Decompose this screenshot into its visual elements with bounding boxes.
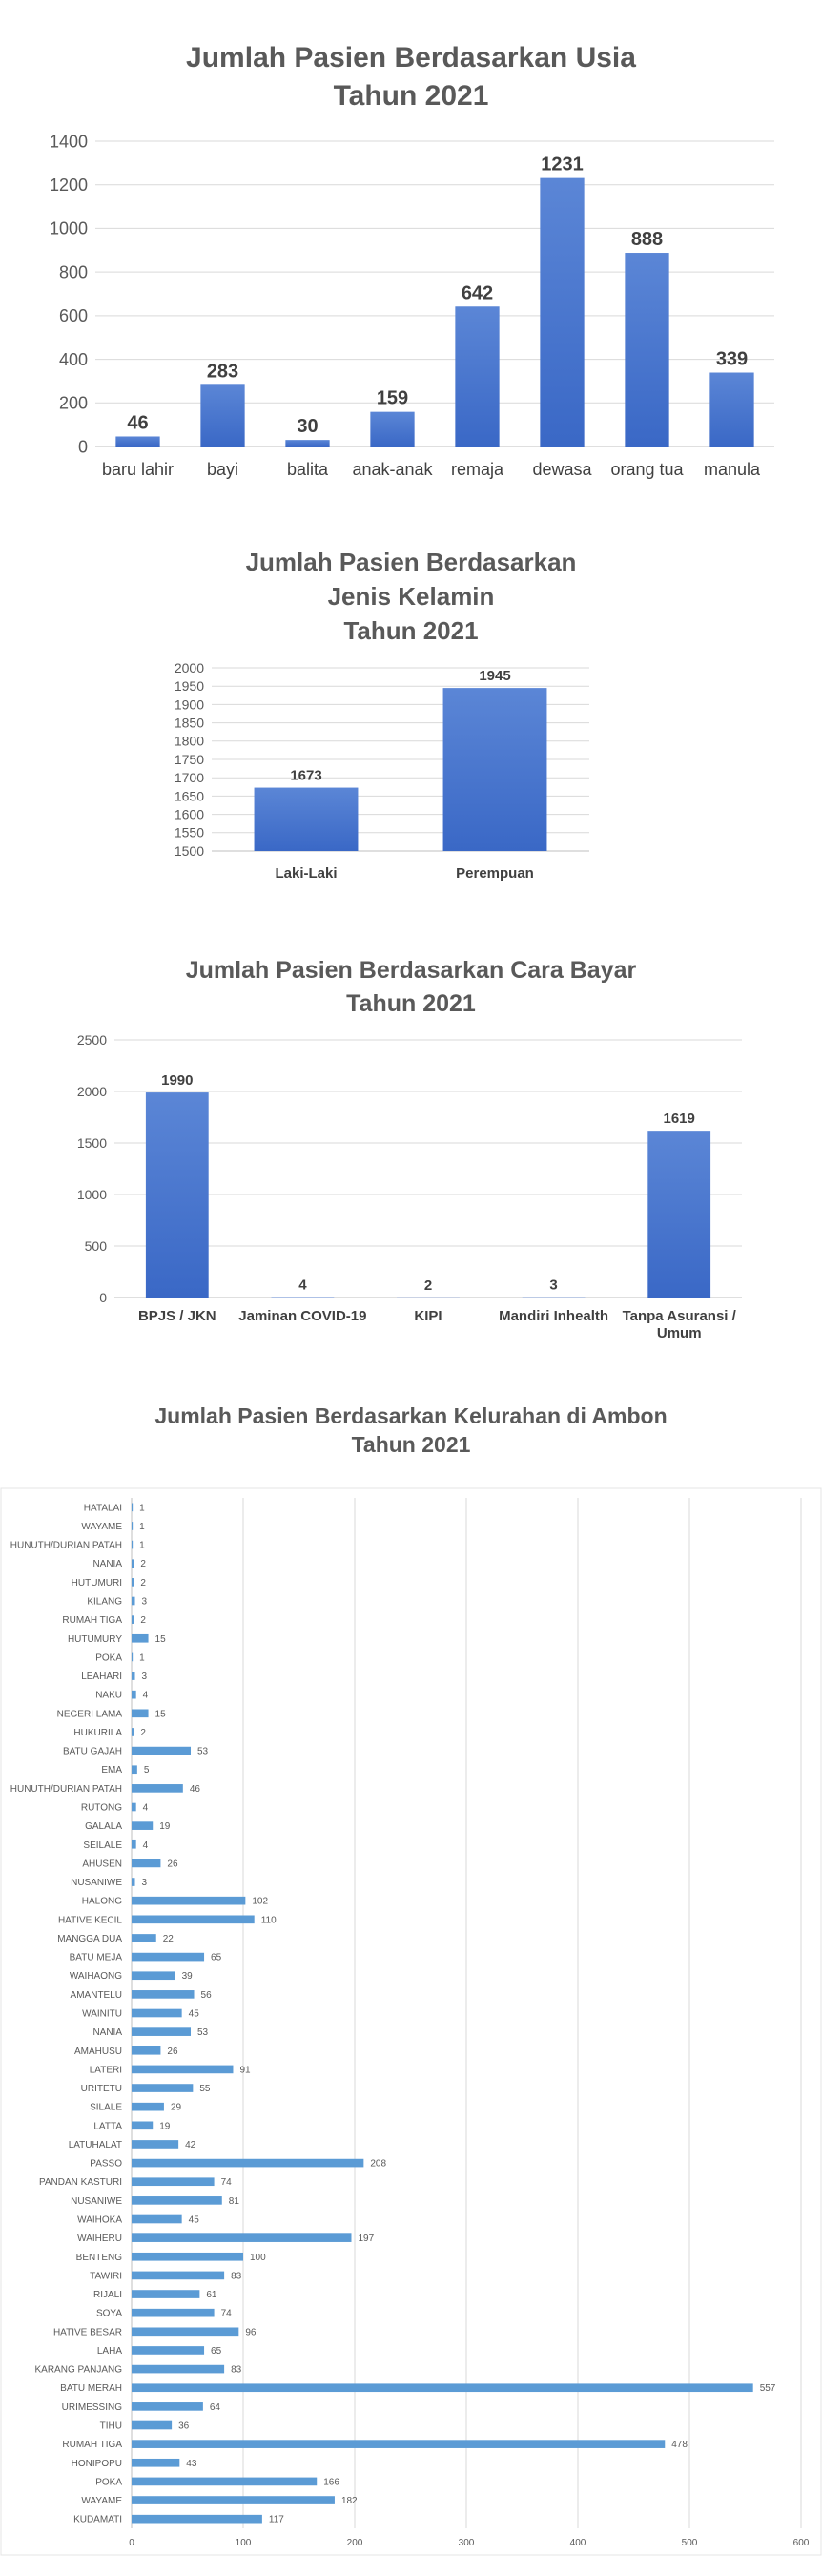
x-tick-label: baru lahir bbox=[101, 460, 175, 479]
data-label: 1619 bbox=[663, 1111, 695, 1128]
data-label: 22 bbox=[162, 1933, 174, 1944]
data-label: 159 bbox=[376, 387, 409, 409]
y-tick-label: NANIA bbox=[92, 1559, 122, 1570]
data-label: 4 bbox=[142, 1839, 149, 1851]
x-tick-label: KIPI bbox=[414, 1308, 442, 1324]
bar-nusaniwe bbox=[132, 2196, 222, 2205]
bar-nusaniwe bbox=[132, 1878, 135, 1886]
y-tick-label: LEAHARI bbox=[81, 1672, 122, 1683]
data-label: 55 bbox=[199, 2084, 211, 2095]
y-tick-label: HONIPOPU bbox=[71, 2458, 122, 2469]
y-tick-label: 1750 bbox=[174, 751, 204, 767]
x-tick-label: 0 bbox=[129, 2538, 134, 2548]
x-tick-label: 200 bbox=[346, 2538, 363, 2548]
data-label: 39 bbox=[181, 1971, 193, 1983]
y-tick-label: 200 bbox=[58, 393, 88, 413]
bar-rijali bbox=[132, 2290, 199, 2298]
data-label: 4 bbox=[298, 1277, 307, 1294]
x-tick-label: BPJS / JKN bbox=[137, 1308, 216, 1324]
bar-benteng bbox=[132, 2253, 243, 2261]
y-tick-label: WAIHOKA bbox=[77, 2214, 122, 2226]
x-tick-label: anak-anak bbox=[352, 460, 433, 479]
bar-waiheru bbox=[132, 2233, 351, 2242]
y-tick-label: LATTA bbox=[93, 2121, 122, 2132]
bar-wainitu bbox=[132, 2009, 182, 2018]
x-tick-label: Jaminan COVID-19 bbox=[238, 1308, 367, 1324]
bar-lateri bbox=[132, 2066, 233, 2074]
data-label: 45 bbox=[188, 2008, 199, 2020]
chart-kelurahan-svg bbox=[0, 1393, 822, 2557]
data-label: 102 bbox=[252, 1896, 269, 1907]
x-tick-label: Mandiri Inhealth bbox=[499, 1308, 609, 1324]
bar-hunuth-durian-patah bbox=[132, 1541, 133, 1549]
data-label: 1 bbox=[139, 1503, 145, 1514]
y-tick-label: RUTONG bbox=[80, 1802, 122, 1814]
data-label: 26 bbox=[167, 1859, 178, 1870]
bar-rutong bbox=[132, 1803, 136, 1812]
x-tick-label: Tanpa Asuransi / bbox=[622, 1308, 736, 1324]
y-tick-label: 1550 bbox=[174, 824, 204, 841]
data-label: 43 bbox=[186, 2458, 197, 2469]
chart-kelurahan bbox=[0, 1393, 822, 2557]
bar-amantelu bbox=[132, 1990, 195, 1999]
data-label: 29 bbox=[170, 2102, 182, 2113]
y-tick-label: LATERI bbox=[89, 2065, 122, 2076]
x-tick-label: orang tua bbox=[610, 460, 684, 479]
bar-wayame bbox=[132, 1522, 133, 1530]
x-tick-label: Umum bbox=[656, 1325, 702, 1341]
bar-wayame bbox=[132, 2496, 335, 2504]
y-tick-label: 1600 bbox=[174, 806, 204, 822]
bar-mangga-dua bbox=[132, 1934, 156, 1942]
bar-silale bbox=[132, 2103, 164, 2111]
data-label: 30 bbox=[297, 416, 319, 438]
data-label: 2 bbox=[140, 1615, 146, 1627]
bar-balita bbox=[285, 440, 329, 447]
data-label: 91 bbox=[239, 2065, 251, 2076]
y-tick-label: 1950 bbox=[174, 678, 204, 695]
bar-kilang bbox=[132, 1597, 135, 1606]
data-label: 1 bbox=[139, 1521, 145, 1532]
x-tick-label: 100 bbox=[235, 2538, 252, 2548]
data-label: 208 bbox=[370, 2158, 387, 2170]
y-tick-label: HUTUMURY bbox=[67, 1633, 122, 1645]
chart-jenis-kelamin bbox=[0, 534, 822, 916]
bar-batu-gajah bbox=[132, 1747, 191, 1755]
x-tick-label: Perempuan bbox=[456, 865, 534, 882]
data-label: 81 bbox=[228, 2195, 239, 2207]
chart-title-line: Tahun 2021 bbox=[333, 80, 489, 112]
data-label: 15 bbox=[154, 1709, 166, 1720]
data-label: 478 bbox=[671, 2440, 688, 2451]
data-label: 4 bbox=[142, 1802, 149, 1814]
y-tick-label: GALALA bbox=[85, 1821, 122, 1833]
data-label: 2 bbox=[140, 1559, 146, 1570]
y-tick-label: PANDAN KASTURI bbox=[38, 2177, 122, 2189]
x-tick-label: remaja bbox=[450, 460, 504, 479]
y-tick-label: 1800 bbox=[174, 733, 204, 749]
bar-rumah-tiga bbox=[132, 1615, 134, 1624]
y-tick-label: NEGERI LAMA bbox=[56, 1709, 122, 1720]
x-tick-label: bayi bbox=[206, 460, 239, 479]
y-tick-label: NANIA bbox=[92, 2027, 122, 2039]
bar-batu-meja bbox=[132, 1953, 204, 1962]
bar-hative-kecil bbox=[132, 1915, 255, 1923]
data-label: 15 bbox=[154, 1633, 166, 1645]
y-tick-label: POKA bbox=[95, 1652, 122, 1664]
y-tick-label: LAHA bbox=[96, 2345, 122, 2357]
bar-galala bbox=[132, 1821, 153, 1830]
bar-pandan-kasturi bbox=[132, 2177, 215, 2186]
bar-hunuth-durian-patah bbox=[132, 1784, 183, 1793]
data-label: 557 bbox=[759, 2383, 776, 2395]
x-tick-label: 300 bbox=[458, 2538, 475, 2548]
y-tick-label: 2000 bbox=[174, 659, 204, 675]
data-label: 3 bbox=[549, 1277, 558, 1294]
chart-title-line: Tahun 2021 bbox=[351, 1432, 471, 1457]
bar-seilale bbox=[132, 1840, 136, 1849]
chart-usia-svg bbox=[0, 19, 822, 515]
y-tick-label: KARANG PANJANG bbox=[34, 2364, 122, 2376]
data-label: 19 bbox=[159, 1821, 171, 1833]
chart-title-line: Tahun 2021 bbox=[343, 616, 479, 645]
data-label: 2 bbox=[140, 1727, 146, 1738]
y-tick-label: 0 bbox=[77, 437, 88, 457]
bar-kudamati bbox=[132, 2515, 262, 2524]
chart-title-line: Jumlah Pasien Berdasarkan bbox=[245, 548, 577, 576]
data-label: 96 bbox=[245, 2327, 257, 2338]
chart-cara-bayar bbox=[0, 945, 822, 1374]
bar-hutumury bbox=[132, 1634, 149, 1643]
bar-naku bbox=[132, 1691, 136, 1699]
bar-uritetu bbox=[132, 2084, 193, 2092]
bar-bpjs-jkn bbox=[146, 1092, 209, 1298]
x-tick-label: dewasa bbox=[532, 460, 592, 479]
bar-tanpa-asuransi-umum bbox=[647, 1131, 710, 1298]
bar-orang-tua bbox=[625, 253, 668, 447]
data-label: 3 bbox=[141, 1596, 148, 1608]
data-label: 53 bbox=[197, 1746, 209, 1757]
data-label: 65 bbox=[211, 2345, 222, 2357]
y-tick-label: BATU MERAH bbox=[60, 2383, 122, 2395]
y-tick-label: AHUSEN bbox=[82, 1859, 122, 1870]
x-tick-label: 500 bbox=[681, 2538, 698, 2548]
y-tick-label: LATUHALAT bbox=[68, 2139, 122, 2150]
y-tick-label: RIJALI bbox=[92, 2290, 122, 2301]
data-label: 2 bbox=[140, 1577, 146, 1589]
bar-honipopu bbox=[132, 2459, 179, 2467]
bar-poka bbox=[132, 2478, 317, 2486]
data-label: 19 bbox=[159, 2121, 171, 2132]
y-tick-label: BATU GAJAH bbox=[62, 1746, 122, 1757]
y-tick-label: EMA bbox=[101, 1765, 122, 1776]
data-label: 83 bbox=[231, 2364, 242, 2376]
data-label: 100 bbox=[250, 2252, 266, 2263]
y-tick-label: 1850 bbox=[174, 715, 204, 731]
bar-laki-laki bbox=[255, 788, 359, 851]
y-tick-label: POKA bbox=[95, 2477, 122, 2488]
bar-waihoka bbox=[132, 2215, 182, 2224]
data-label: 110 bbox=[260, 1915, 277, 1926]
data-label: 5 bbox=[143, 1765, 150, 1776]
data-label: 3 bbox=[141, 1672, 148, 1683]
y-tick-label: NUSANIWE bbox=[71, 2195, 122, 2207]
bar-perempuan bbox=[443, 688, 547, 851]
y-tick-label: 1000 bbox=[49, 218, 88, 239]
bar-hatalai bbox=[132, 1503, 133, 1511]
chart-title-line: Jumlah Pasien Berdasarkan Kelurahan di Ambon bbox=[154, 1403, 668, 1428]
bar-passo bbox=[132, 2159, 363, 2168]
data-label: 65 bbox=[211, 1952, 222, 1963]
y-tick-label: BATU MEJA bbox=[69, 1952, 122, 1963]
y-tick-label: 1200 bbox=[49, 176, 88, 196]
y-tick-label: WAYAME bbox=[81, 1521, 122, 1532]
chart-jenis-kelamin-svg bbox=[0, 534, 822, 916]
y-tick-label: HATIVE BESAR bbox=[52, 2327, 122, 2338]
bar-ahusen bbox=[132, 1859, 160, 1868]
data-label: 46 bbox=[127, 412, 149, 434]
data-label: 4 bbox=[142, 1690, 149, 1701]
data-label: 1990 bbox=[161, 1072, 194, 1090]
bar-hukurila bbox=[132, 1728, 134, 1736]
chart-title-line: Jenis Kelamin bbox=[327, 582, 495, 611]
bar-bayi bbox=[200, 384, 244, 447]
y-tick-label: NAKU bbox=[95, 1690, 122, 1701]
data-label: 46 bbox=[189, 1783, 200, 1795]
bar-laha bbox=[132, 2346, 204, 2355]
x-tick-label: manula bbox=[703, 460, 761, 479]
y-tick-label: PASSO bbox=[90, 2158, 122, 2170]
bar-nania bbox=[132, 2027, 191, 2036]
plot-frame bbox=[1, 1488, 821, 2555]
y-tick-label: AMANTELU bbox=[70, 1989, 122, 2001]
data-label: 1 bbox=[139, 1652, 145, 1664]
y-tick-label: 2500 bbox=[76, 1031, 107, 1048]
bar-soya bbox=[132, 2309, 215, 2317]
data-label: 74 bbox=[220, 2308, 232, 2319]
y-tick-label: HUKURILA bbox=[73, 1727, 122, 1738]
bar-amahusu bbox=[132, 2046, 160, 2055]
y-tick-label: WAINITU bbox=[82, 2008, 122, 2020]
data-label: 339 bbox=[715, 348, 749, 370]
bar-karang-panjang bbox=[132, 2365, 224, 2374]
y-tick-label: 500 bbox=[84, 1237, 107, 1254]
y-tick-label: 1400 bbox=[49, 132, 88, 152]
y-tick-label: 1500 bbox=[76, 1134, 107, 1151]
bar-remaja bbox=[455, 306, 499, 447]
data-label: 642 bbox=[461, 282, 494, 304]
y-tick-label: KUDAMATI bbox=[73, 2514, 122, 2525]
y-tick-label: SEILALE bbox=[83, 1839, 122, 1851]
y-tick-label: 600 bbox=[58, 306, 88, 326]
data-label: 166 bbox=[323, 2477, 339, 2488]
y-tick-label: URITETU bbox=[80, 2084, 122, 2095]
bar-leahari bbox=[132, 1672, 135, 1680]
bar-baru-lahir bbox=[115, 436, 159, 447]
data-label: 56 bbox=[200, 1989, 212, 2001]
chart-cara-bayar-svg bbox=[0, 945, 822, 1374]
data-label: 53 bbox=[197, 2027, 209, 2039]
y-tick-label: HATALAI bbox=[83, 1503, 122, 1514]
y-tick-label: 1900 bbox=[174, 696, 204, 713]
y-tick-label: 1700 bbox=[174, 770, 204, 786]
data-label: 1231 bbox=[541, 154, 584, 176]
bar-hutumuri bbox=[132, 1578, 134, 1587]
data-label: 182 bbox=[340, 2496, 358, 2507]
bar-waihaong bbox=[132, 1971, 175, 1980]
y-tick-label: HUNUTH/DURIAN PATAH bbox=[10, 1783, 122, 1795]
bar-latuhalat bbox=[132, 2140, 178, 2149]
data-label: 888 bbox=[630, 229, 664, 251]
bar-latta bbox=[132, 2121, 153, 2129]
x-tick-label: Laki-Laki bbox=[275, 865, 338, 882]
data-label: 1945 bbox=[479, 668, 511, 685]
bar-rumah-tiga bbox=[132, 2440, 665, 2448]
y-tick-label: HUTUMURI bbox=[71, 1577, 122, 1589]
bar-manula bbox=[709, 373, 753, 447]
x-tick-label: 600 bbox=[792, 2538, 810, 2548]
data-label: 26 bbox=[167, 2046, 178, 2057]
bar-negeri-lama bbox=[132, 1709, 149, 1717]
y-tick-label: 400 bbox=[58, 349, 88, 369]
bar-tawiri bbox=[132, 2272, 224, 2280]
bar-urimessing bbox=[132, 2402, 203, 2411]
bar-halong bbox=[132, 1897, 245, 1905]
y-tick-label: 1500 bbox=[174, 842, 204, 859]
y-tick-label: 0 bbox=[99, 1289, 107, 1305]
data-label: 64 bbox=[209, 2401, 221, 2413]
data-label: 283 bbox=[206, 361, 239, 383]
chart-title-line: Jumlah Pasien Berdasarkan Cara Bayar bbox=[185, 957, 637, 984]
y-tick-label: RUMAH TIGA bbox=[62, 2440, 122, 2451]
chart-title-line: Jumlah Pasien Berdasarkan Usia bbox=[186, 42, 636, 73]
bar-batu-merah bbox=[132, 2383, 753, 2392]
y-tick-label: 1000 bbox=[76, 1186, 107, 1202]
y-tick-label: AMAHUSU bbox=[73, 2046, 122, 2057]
y-tick-label: RUMAH TIGA bbox=[62, 1615, 122, 1627]
y-tick-label: HALONG bbox=[81, 1896, 122, 1907]
bar-nania bbox=[132, 1559, 134, 1568]
y-tick-label: SOYA bbox=[95, 2308, 122, 2319]
y-tick-label: KILANG bbox=[87, 1596, 122, 1608]
data-label: 42 bbox=[185, 2139, 196, 2150]
y-tick-label: 1650 bbox=[174, 788, 204, 804]
y-tick-label: TIHU bbox=[99, 2420, 122, 2432]
chart-usia bbox=[0, 19, 822, 515]
y-tick-label: URIMESSING bbox=[61, 2401, 122, 2413]
data-label: 83 bbox=[231, 2271, 242, 2282]
y-tick-label: WAYAME bbox=[81, 2496, 122, 2507]
bar-ema bbox=[132, 1765, 137, 1774]
y-tick-label: WAIHERU bbox=[77, 2233, 122, 2245]
bar-hative-besar bbox=[132, 2327, 238, 2336]
data-label: 3 bbox=[141, 1878, 148, 1889]
data-label: 45 bbox=[188, 2214, 199, 2226]
data-label: 117 bbox=[268, 2514, 284, 2525]
y-tick-label: MANGGA DUA bbox=[57, 1933, 122, 1944]
data-label: 1673 bbox=[290, 767, 322, 784]
y-tick-label: 2000 bbox=[76, 1083, 107, 1099]
data-label: 197 bbox=[358, 2233, 375, 2245]
y-tick-label: HUNUTH/DURIAN PATAH bbox=[10, 1540, 122, 1551]
x-tick-label: 400 bbox=[569, 2538, 586, 2548]
data-label: 2 bbox=[423, 1277, 433, 1294]
data-label: 61 bbox=[206, 2290, 217, 2301]
x-tick-label: balita bbox=[286, 460, 329, 479]
y-tick-label: HATIVE KECIL bbox=[57, 1915, 122, 1926]
y-tick-label: NUSANIWE bbox=[71, 1878, 122, 1889]
bar-poka bbox=[132, 1653, 133, 1662]
chart-title-line: Tahun 2021 bbox=[346, 990, 476, 1017]
data-label: 74 bbox=[220, 2177, 232, 2189]
y-tick-label: BENTENG bbox=[75, 2252, 122, 2263]
y-tick-label: WAIHAONG bbox=[69, 1971, 122, 1983]
bar-tihu bbox=[132, 2421, 172, 2430]
bar-anak-anak bbox=[370, 412, 414, 447]
bar-dewasa bbox=[540, 178, 584, 447]
data-label: 1 bbox=[139, 1540, 145, 1551]
y-tick-label: 800 bbox=[58, 262, 88, 282]
data-label: 36 bbox=[178, 2420, 190, 2432]
y-tick-label: SILALE bbox=[90, 2102, 122, 2113]
y-tick-label: TAWIRI bbox=[90, 2271, 122, 2282]
